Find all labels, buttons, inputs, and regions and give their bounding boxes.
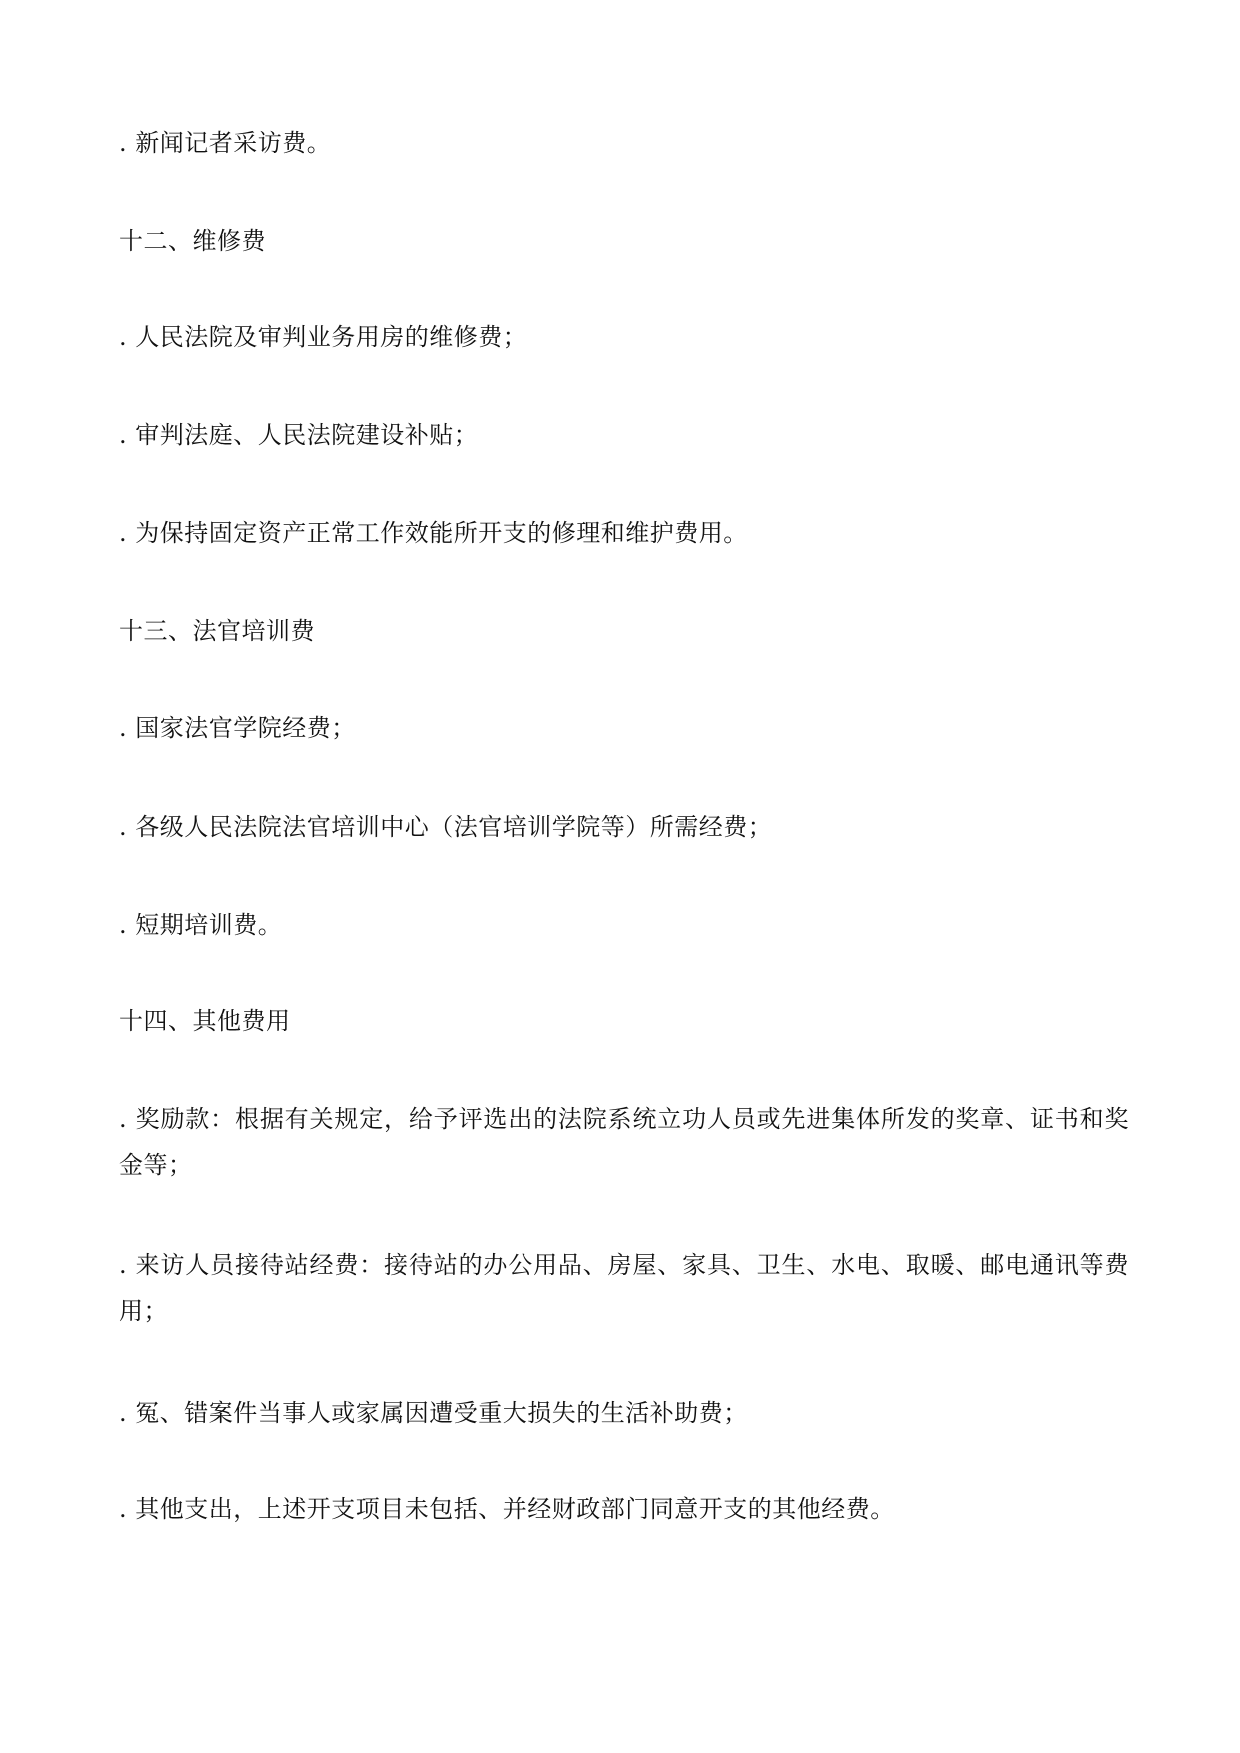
item-news-interview-fee: . 新闻记者采访费。	[119, 129, 332, 157]
item-wrongful-case-subsidy: . 冤、错案件当事人或家属因遭受重大损失的生活补助费；	[119, 1399, 748, 1427]
item-rewards: . 奖励款：根据有关规定，给予评选出的法院系统立功人员或先进集体所发的奖章、证书和奖金等；	[119, 1105, 1129, 1179]
item-short-term-training: . 短期培训费。	[119, 911, 283, 939]
item-reception-station-funds: . 来访人员接待站经费：接待站的办公用品、房屋、家具、卫生、水电、取暖、邮电通讯等费用；	[119, 1251, 1129, 1325]
section-heading-12-maintenance: 十二、维修费	[119, 227, 266, 255]
section-heading-13-judge-training: 十三、法官培训费	[119, 617, 315, 645]
item-national-judges-college: . 国家法官学院经费；	[119, 714, 356, 742]
item-court-building-maintenance: . 人民法院及审判业务用房的维修费；	[119, 323, 528, 351]
item-fixed-asset-repair: . 为保持固定资产正常工作效能所开支的修理和维护费用。	[119, 519, 748, 547]
item-training-center-funds: . 各级人民法院法官培训中心（法官培训学院等）所需经费；	[119, 813, 773, 841]
item-tribunal-construction-subsidy: . 审判法庭、人民法院建设补贴；	[119, 421, 479, 449]
section-heading-14-other-expenses: 十四、其他费用	[119, 1007, 291, 1035]
item-other-expenditure: . 其他支出，上述开支项目未包括、并经财政部门同意开支的其他经费。	[119, 1495, 895, 1523]
